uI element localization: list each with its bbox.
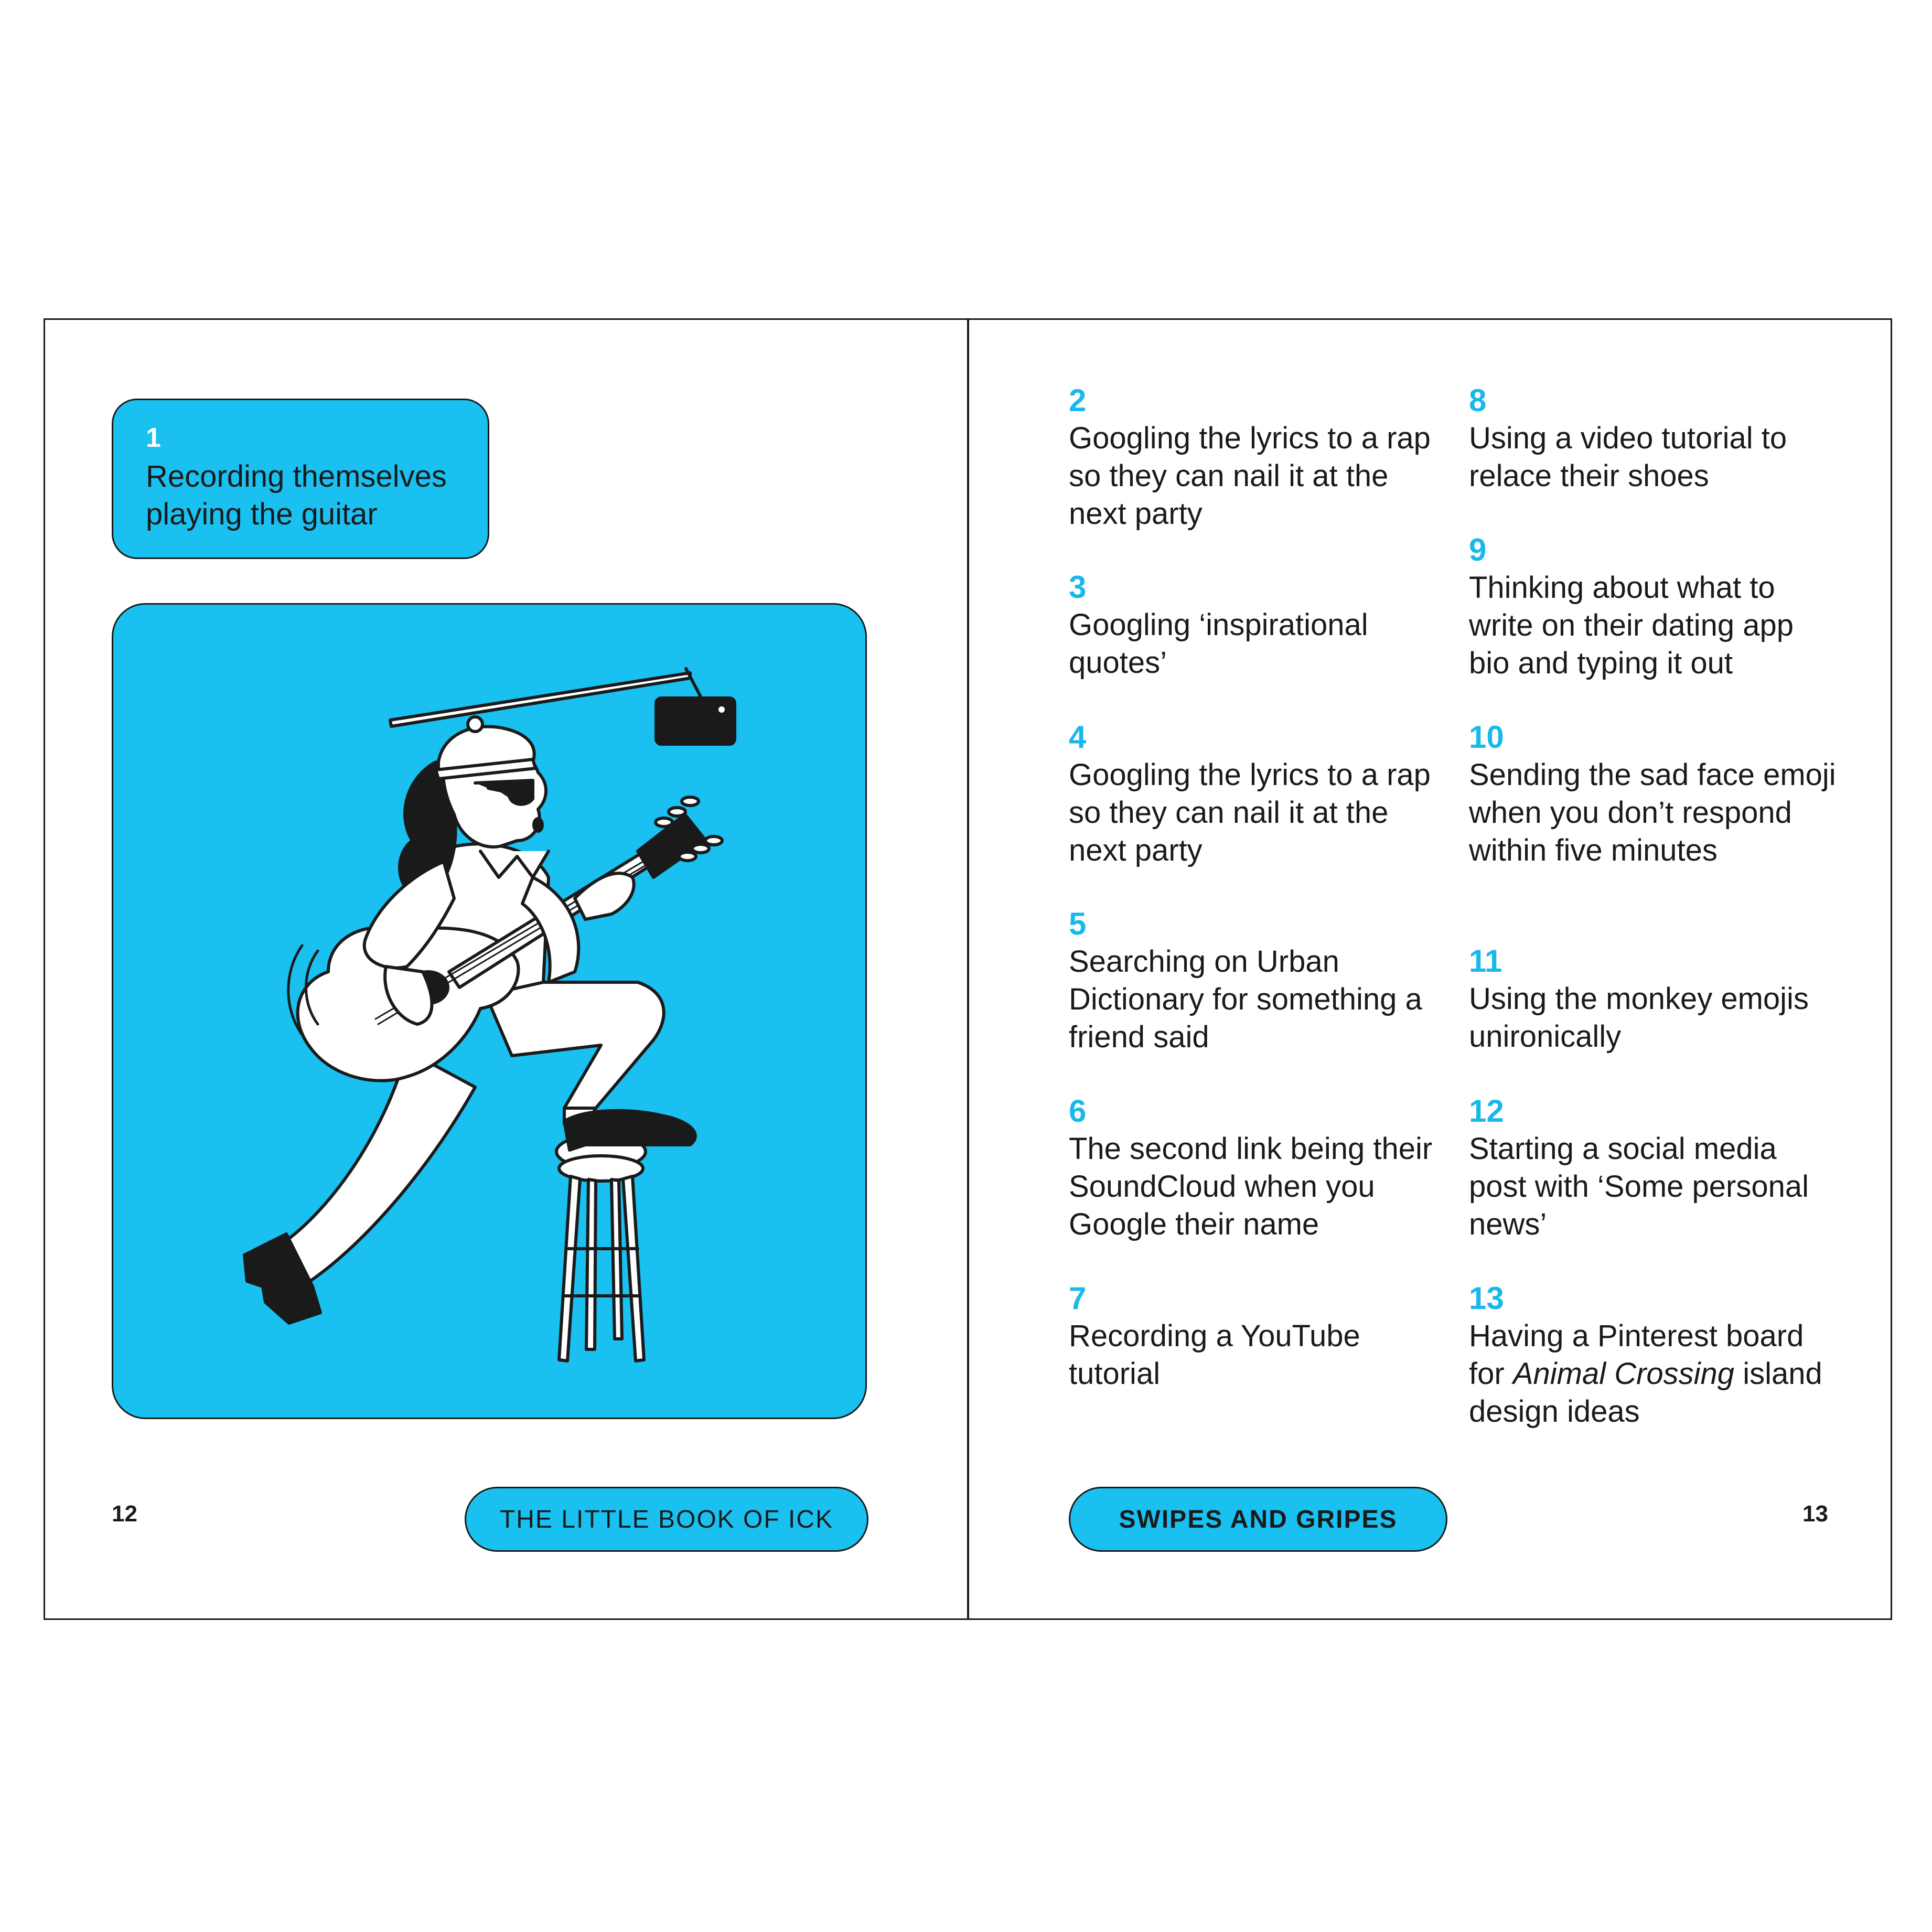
ick-callout-box xyxy=(112,399,489,559)
item-number: 11 xyxy=(1469,943,1502,979)
ick-item xyxy=(1069,905,1436,1056)
item-text-italic-title: Animal Crossing xyxy=(1512,1357,1735,1391)
ick-item xyxy=(1469,718,1836,870)
item-text: Googling ‘inspirational quotes’ xyxy=(1069,608,1368,680)
item-number: 9 xyxy=(1469,532,1487,567)
ick-item xyxy=(1069,1280,1436,1393)
item-text: Using a video tutorial to relace their shoes xyxy=(1469,421,1787,493)
ick-item xyxy=(1469,942,1836,1056)
item-text: Using the monkey emojis unironically xyxy=(1469,982,1809,1054)
item-text xyxy=(1469,1317,1836,1431)
item-text: Thinking about what to write on their dating app bio and typing it out xyxy=(1469,571,1794,680)
item-text: Sending the sad face emoji when you don’t respond within five minutes xyxy=(1469,758,1836,867)
right-page xyxy=(969,320,1892,1618)
ick-item xyxy=(1469,382,1836,495)
left-page xyxy=(45,320,967,1618)
item-number: 12 xyxy=(1469,1093,1504,1129)
item-text-part: Having a Pinterest board for xyxy=(1469,1319,1804,1391)
page-number-right: 13 xyxy=(1802,1501,1828,1527)
item-text: Recording a YouTube tutorial xyxy=(1069,1319,1360,1391)
running-head-pill: THE LITTLE BOOK OF ICK xyxy=(465,1487,868,1552)
item-number: 8 xyxy=(1469,383,1487,418)
ick-item xyxy=(1069,382,1436,533)
section-label-pill: SWIPES AND GRIPES xyxy=(1069,1487,1447,1552)
item-text: The second link being their SoundCloud when you Google their name xyxy=(1069,1132,1433,1241)
item-number: 3 xyxy=(1069,570,1087,605)
ick-item xyxy=(1069,718,1436,870)
item-number: 13 xyxy=(1469,1281,1504,1316)
item-number: 4 xyxy=(1069,720,1087,755)
ick-item xyxy=(1069,1092,1436,1243)
callout-number: 1 xyxy=(146,423,161,453)
book-spread xyxy=(44,318,1892,1620)
item-number: 2 xyxy=(1069,383,1087,418)
callout-text: Recording themselves playing the guitar xyxy=(146,459,447,531)
item-text: Googling the lyrics to a rap so they can nail it at the next party xyxy=(1069,421,1431,531)
item-text: Googling the lyrics to a rap so they can nail it at the next party xyxy=(1069,758,1431,867)
item-number: 5 xyxy=(1069,906,1087,941)
item-text: Starting a social media post with ‘Some personal news’ xyxy=(1469,1132,1809,1241)
item-number: 10 xyxy=(1469,720,1504,755)
ick-item xyxy=(1469,531,1836,682)
ick-item xyxy=(1469,1280,1836,1431)
ick-item xyxy=(1469,1092,1836,1243)
item-text-part: island design ideas xyxy=(1469,1357,1822,1429)
item-text: Searching on Urban Dictionary for something a friend said xyxy=(1069,944,1422,1054)
ick-item xyxy=(1069,568,1436,682)
page-number-left: 12 xyxy=(112,1501,137,1527)
item-number: 6 xyxy=(1069,1093,1087,1129)
item-number: 7 xyxy=(1069,1281,1087,1316)
guitarist-on-stool-illustration xyxy=(112,603,867,1419)
